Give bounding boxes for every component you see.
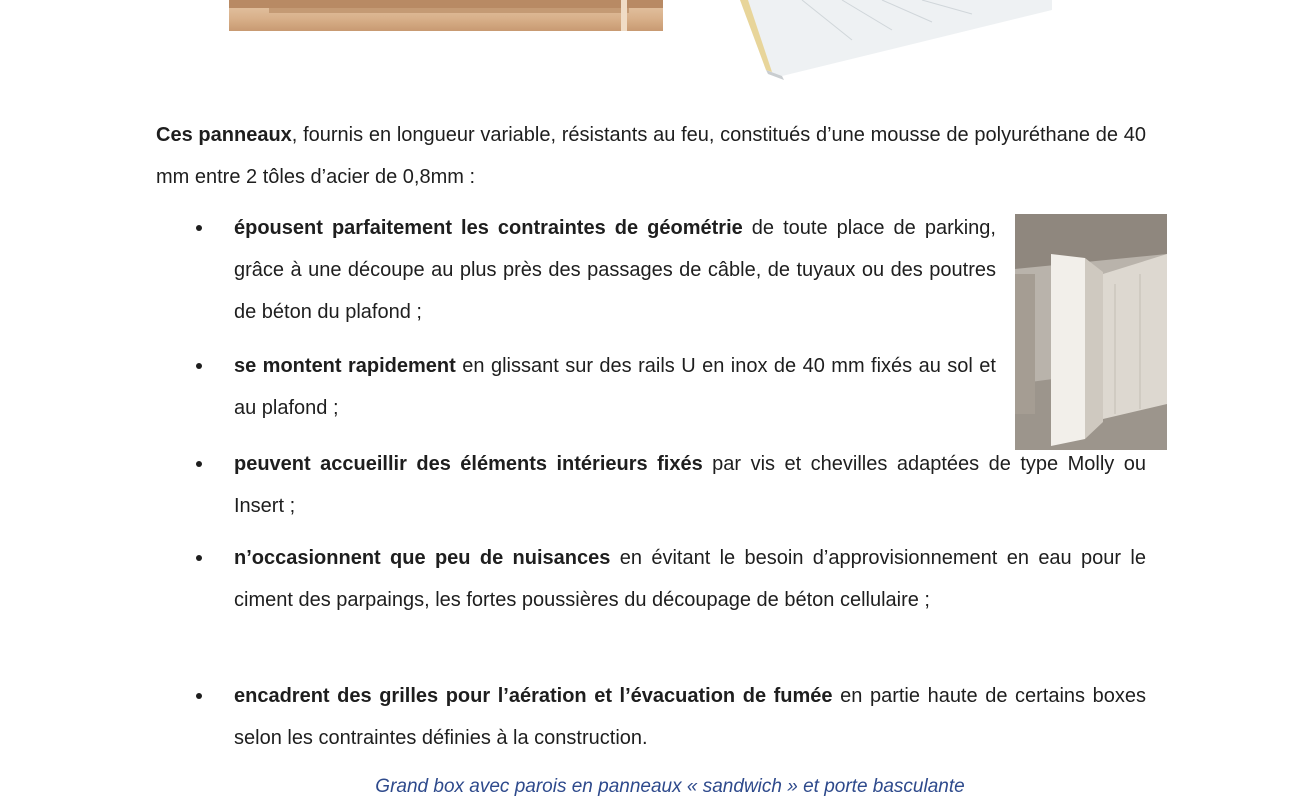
sandwich-panel-photo	[722, 0, 1052, 80]
list-item	[234, 675, 1146, 759]
bullet-icon	[196, 461, 202, 467]
intro-paragraph	[156, 114, 1146, 198]
list-item	[234, 345, 996, 429]
list-item-text: en glissant sur des rails U en inox de 40 mm fixés au sol et au plafond ;	[234, 355, 996, 419]
parking-interior-photo	[229, 0, 663, 31]
list-item	[234, 443, 1146, 527]
list-item-bold: n’occasionnent que peu de nuisances	[234, 547, 611, 569]
figure-caption: Grand box avec parois en panneaux « sandwich » et porte basculante	[375, 776, 965, 797]
bullet-icon	[196, 555, 202, 561]
list-item-text: en évitant le besoin d’approvisionnement en eau pour le ciment des parpaings, les fortes poussières du découpage de béton cellulaire ;	[234, 547, 1146, 611]
list-item-bold: épousent parfaitement les contraintes de géométrie	[234, 217, 743, 239]
list-item-text: par vis et chevilles adaptées de type Molly ou Insert ;	[234, 453, 1146, 517]
list-item-bold: encadrent des grilles pour l’aération et l’évacuation de fumée	[234, 685, 833, 707]
list-item-text: en partie haute de certains boxes selon les contraintes définies à la construction.	[234, 685, 1146, 749]
parking-box-photo	[1015, 214, 1167, 450]
list-item-bold: se montent rapidement	[234, 355, 456, 377]
list-item	[234, 537, 1146, 621]
bullet-icon	[196, 693, 202, 699]
bullet-icon	[196, 225, 202, 231]
intro-text: , fournis en longueur variable, résistants au feu, constitués d’une mousse de polyuréthane de 40 mm entre 2 tôles d’acier de 0,8mm :	[156, 124, 1146, 188]
bullet-icon	[196, 363, 202, 369]
list-item-text: de toute place de parking, grâce à une découpe au plus près des passages de câble, de tuyaux ou des poutres de béton du plafond ;	[234, 217, 996, 323]
intro-bold: Ces panneaux	[156, 124, 292, 146]
list-item-bold: peuvent accueillir des éléments intérieurs fixés	[234, 453, 703, 475]
list-item	[234, 207, 996, 333]
